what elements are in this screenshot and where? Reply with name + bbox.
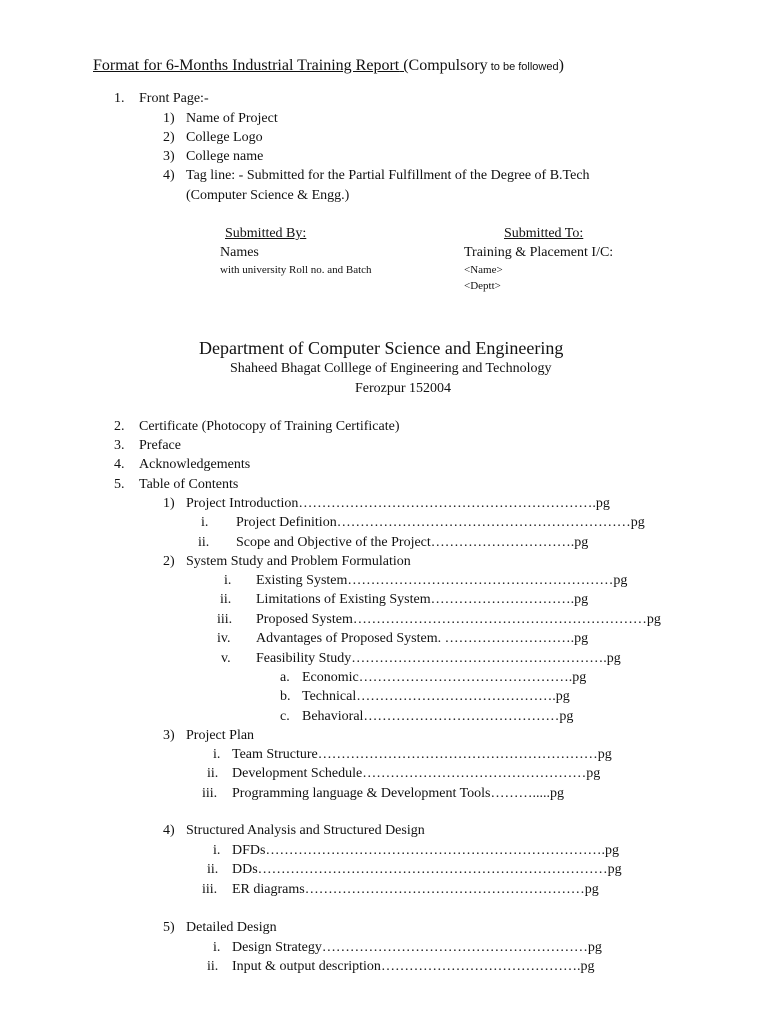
section-heading: Preface xyxy=(139,438,181,453)
toc-entry xyxy=(256,631,588,647)
section-num: 3. xyxy=(114,438,125,453)
toc-leader: …………………………………………………………………pg xyxy=(257,862,622,877)
section-heading: Table of Contents xyxy=(139,477,239,492)
toc-leader: ……………………………………….pg xyxy=(358,670,587,685)
section-heading: Certificate (Photocopy of Training Certificate) xyxy=(139,419,400,434)
toc-num: ii. xyxy=(198,535,210,550)
toc-entry xyxy=(256,612,661,628)
toc-leader: …………………………………………………pg xyxy=(321,940,602,955)
toc-num: 1) xyxy=(163,496,175,511)
toc-entry xyxy=(232,959,594,975)
toc-leader: …………………………………………………pg xyxy=(347,573,628,588)
toc-entry xyxy=(232,747,612,763)
front-page-heading: Front Page:- xyxy=(139,91,209,106)
toc-entry-title: Proposed System xyxy=(256,612,353,627)
submitted-to-role: Training & Placement I/C: xyxy=(464,245,614,260)
section-num: 1. xyxy=(114,91,125,106)
college-name: Shaheed Bhagat Colllege of Engineering and Technology xyxy=(230,361,552,376)
toc-entry-title: Design Strategy xyxy=(232,940,322,955)
toc-num: c. xyxy=(280,709,290,724)
toc-leader: ………………………………………………………pg xyxy=(352,612,661,627)
college-city: Ferozpur 152004 xyxy=(355,381,452,396)
section-heading: Acknowledgements xyxy=(139,457,251,472)
toc-num: i. xyxy=(213,747,221,762)
toc-num: 2) xyxy=(163,554,175,569)
toc-entry-title: System Study and Problem Formulation xyxy=(186,554,411,569)
toc-leader: …………………………………….pg xyxy=(380,959,595,974)
toc-num: ii. xyxy=(207,766,219,781)
toc-entry xyxy=(302,689,570,705)
toc-entry-title: ER diagrams xyxy=(232,882,305,897)
toc-leader: ……………………………………………………….pg xyxy=(298,496,610,511)
toc-num: i. xyxy=(201,515,209,530)
toc-leader: ……………………………………………………………….pg xyxy=(265,843,619,858)
submitted-by-names: Names xyxy=(220,245,259,260)
list-item: Name of Project xyxy=(186,111,278,126)
toc-num: ii. xyxy=(220,592,232,607)
toc-num: ii. xyxy=(207,959,219,974)
toc-entry xyxy=(186,496,610,512)
submitted-by-heading: Submitted By: xyxy=(225,226,307,241)
toc-leader: ……………………………………………….pg xyxy=(351,651,621,666)
title-main: Format for 6-Months Industrial Training Report xyxy=(93,57,400,74)
toc-entry-title: Project Plan xyxy=(186,728,255,743)
toc-entry-title: Advantages of Proposed System. xyxy=(256,631,442,646)
toc-num: 5) xyxy=(163,920,175,935)
toc-entry xyxy=(302,670,586,686)
toc-entry-title: Limitations of Existing System xyxy=(256,592,431,607)
toc-entry xyxy=(232,862,622,878)
submitted-by-roll: with university Roll no. and Batch xyxy=(220,264,372,276)
toc-entry xyxy=(236,535,588,551)
toc-leader: ……………………………………………………pg xyxy=(317,747,612,762)
toc-num: 4) xyxy=(163,823,175,838)
section-num: 5. xyxy=(114,477,125,492)
title-compulsory: Compulsory xyxy=(408,57,488,74)
toc-num: iv. xyxy=(217,631,231,646)
toc-entry-title: Detailed Design xyxy=(186,920,277,935)
report-title xyxy=(93,57,564,75)
toc-entry-title: Project Definition xyxy=(236,515,337,530)
toc-leader: ……………………………………pg xyxy=(363,709,574,724)
toc-entry-title: Feasibility Study xyxy=(256,651,352,666)
toc-entry-title: Technical xyxy=(302,689,357,704)
toc-num: v. xyxy=(221,651,231,666)
toc-num: ii. xyxy=(207,862,219,877)
toc-leader: …………………………………………pg xyxy=(362,766,601,781)
toc-leader: ………………………….pg xyxy=(430,592,589,607)
list-item: College name xyxy=(186,149,264,164)
title-open-paren: ( xyxy=(399,57,409,74)
toc-entry-title: Behavioral xyxy=(302,709,364,724)
list-item: Tag line: - Submitted for the Partial Fulfillment of the Degree of B.Tech xyxy=(186,168,590,183)
toc-num: i. xyxy=(224,573,232,588)
submitted-to-heading: Submitted To: xyxy=(504,226,584,241)
toc-entry-title: Economic xyxy=(302,670,359,685)
toc-entry-title: Structured Analysis and Structured Design xyxy=(186,823,425,838)
toc-entry-title: Programming language & Development Tools xyxy=(232,786,491,801)
toc-entry xyxy=(232,786,564,802)
list-item-num: 1) xyxy=(163,111,175,126)
title-to-be-followed: to be followed xyxy=(487,61,559,73)
toc-num: iii. xyxy=(217,612,233,627)
list-item-num: 3) xyxy=(163,149,175,164)
section-num: 2. xyxy=(114,419,125,434)
toc-entry xyxy=(256,573,627,589)
toc-entry xyxy=(256,592,588,608)
toc-entry xyxy=(232,843,619,859)
toc-entry-title: Scope and Objective of the Project xyxy=(236,535,431,550)
list-item-num: 2) xyxy=(163,130,175,145)
toc-entry-title: Input & output description xyxy=(232,959,381,974)
toc-leader: …………………………………….pg xyxy=(356,689,570,704)
toc-num: b. xyxy=(280,689,291,704)
toc-entry-title: Development Schedule xyxy=(232,766,363,781)
toc-entry-title: Existing System xyxy=(256,573,348,588)
title-close-paren: ) xyxy=(558,57,564,74)
toc-entry-title: DFDs xyxy=(232,843,266,858)
toc-leader: ………………………………………………………pg xyxy=(336,515,645,530)
toc-entry xyxy=(232,940,602,956)
toc-leader: ……………………………………………………pg xyxy=(304,882,599,897)
toc-num: i. xyxy=(213,940,221,955)
toc-entry xyxy=(256,651,621,667)
submitted-to-deptt: <Deptt> xyxy=(464,280,501,292)
toc-entry-title: Team Structure xyxy=(232,747,318,762)
toc-num: a. xyxy=(280,670,290,685)
toc-entry-title: DDs xyxy=(232,862,258,877)
submitted-to-name: <Name> xyxy=(464,264,503,276)
list-item-num: 4) xyxy=(163,168,175,183)
toc-leader: ……………………….pg xyxy=(441,631,589,646)
toc-num: iii. xyxy=(202,786,218,801)
toc-entry-title: Project Introduction xyxy=(186,496,299,511)
toc-num: i. xyxy=(213,843,221,858)
toc-leader: ………………………….pg xyxy=(430,535,589,550)
tagline-continuation: (Computer Science & Engg.) xyxy=(186,188,350,203)
list-item: College Logo xyxy=(186,130,263,145)
toc-entry xyxy=(232,882,599,898)
toc-leader: ……….....pg xyxy=(490,786,564,801)
toc-num: iii. xyxy=(202,882,218,897)
toc-entry xyxy=(232,766,600,782)
department-name: Department of Computer Science and Engineering xyxy=(199,338,564,358)
section-num: 4. xyxy=(114,457,125,472)
toc-entry xyxy=(302,709,573,725)
toc-entry xyxy=(236,515,645,531)
toc-num: 3) xyxy=(163,728,175,743)
